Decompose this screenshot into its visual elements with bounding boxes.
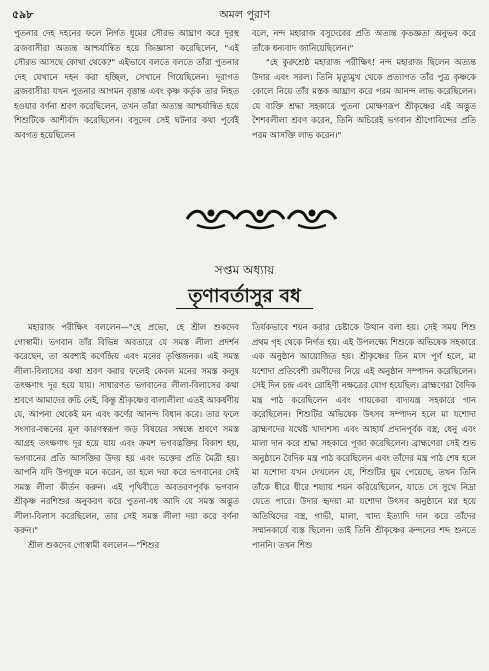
ornament-divider bbox=[0, 205, 489, 235]
paragraph: শ্রীল শুকদেব গোস্বামী বললেন—"শিশুর bbox=[28, 539, 160, 550]
page-header bbox=[0, 0, 489, 24]
paragraph: পুতনার দেহ দহনের ফলে নির্গত ধূমের সৌরভ আঘ্রাণ করে দূরস্থ ব্রজবাসীরা অত্যন্ত আশ্চর্যান্বিত হয়ে জিজ্ঞাসা করেছিলেন, "এই সৌরভ আসছে কোথা থেকে?" এইভাবে বলতে বলতে তাঁরা পুতনার দেহ যেখানে দহন করা হচ্ছিল, সেখানে গিয়েছিলেন। দূরাগত ব্রজবাসীরা যখন পুতনার আগমন বৃত্তান্ত এবং কৃষ্ণ কর্তৃক তার নিহত হওয়ার বর্ণনা শ্রবণ করেছিলেন, তখন তাঁরা অত্যন্ত আশ্চর্যান্বিত হয়ে শিশুটিকে আশীর্বাদ করেছিলেন। বসুদেব সেই ঘটনার কথা পূর্বেই অবগত হয়েছিলেন bbox=[14, 28, 239, 140]
chapter-title: তৃণাবর্তাসুর বধ bbox=[188, 285, 301, 307]
floral-ornament-icon bbox=[232, 205, 288, 231]
running-title: অমল পুরাণ bbox=[219, 8, 270, 21]
bottom-left-column bbox=[14, 320, 239, 665]
floral-ornament-icon bbox=[284, 205, 340, 231]
floral-ornament-icon bbox=[183, 205, 239, 231]
paragraph: বলে, নন্দ মহারাজ বসুদেবের প্রতি অত্যন্ত কৃতজ্ঞতা অনুভব করে তাঁকে ধন্যবাদ জানিয়েছিলেন।" bbox=[252, 28, 476, 53]
title-underline bbox=[176, 308, 313, 309]
paragraph: তির্যকভাবে শয়ন করার চেষ্টাকে উত্থান বলা হয়। সেই সময় শিশু প্রথম গৃহ থেকে নির্গত হয়। এই উপলক্ষ্যে শিশুকে অভিষেক সহকারে এক অনুষ্ঠান আয়োজিত হয়। শ্রীকৃষ্ণের তিন মাস পূর্ণ হলে, মা যশোদা প্রতিবেশী রমণীদের নিয়ে এই অনুষ্ঠান সম্পাদন করেছিলেন। সেই দিন চন্দ্র এবং রোহিণী নক্ষত্রের যোগ হয়েছিল। ব্রাহ্মণেরা বৈদিক মন্ত্র পাঠ করেছিলেন এবং গায়কেরা বাদ্যযন্ত্র সহকারে গান করেছিলেন। শিশুটির অভিষেক উৎসব সম্পাদন হলে মা যশোদা ব্রাহ্মণদের যথেষ্ট খাদ্যশস্য এবং আহার্য প্রদানপূর্বক বস্ত্র, ধেনু এবং মালা দান করে শ্রদ্ধা সহকারে পূজা করেছিলেন। ব্রাহ্মণেরা সেই শুভ অনুষ্ঠানে বৈদিক মন্ত্র পাঠ করেছিলেন এবং তাঁদের মন্ত্র পাঠ শেষ হলে মা যশোদা যখন দেখলেন যে, শিশুটির ঘুম পেয়েছে, তখন তিনি তাঁকে ধীরে ধীরে শয্যায় শয়ন করিয়েছিলেন, যাতে সে সুখে নিদ্রা যেতে পারে। উদার হৃদয়া মা যশোদা উৎসব অনুষ্ঠানে মগ্ন হয়ে অতিথিদের বস্ত্র, গাভী, মালা, খাদ্য ইত্যাদি দান করে তাঁদের সম্মানকার্যে ব্যস্ত ছিলেন। তাই তিনি শ্রীকৃষ্ণের ক্রন্দনের শব্দ শুনতে পাননি। তখন শিশু bbox=[252, 322, 476, 550]
paragraph: "হে কুরুশ্রেষ্ঠ মহারাজ পরীক্ষিৎ! নন্দ মহারাজ ছিলেন অত্যন্ত উদার এবং সরল। তিনি মৃত্যুমুখ থেকে প্রত্যাগত তাঁর পুত্র কৃষ্ণকে কোলে নিয়ে তাঁর মস্তক আঘ্রাণ করে পরম আনন্দ লাভ করেছিলেন। যে ব্যক্তি শ্রদ্ধা সহকারে পুতনা মোক্ষণরূপ শ্রীকৃষ্ণের এই অদ্ভুত শৈশবলীলা শ্রবণ করেন, তিনি অচিরেই ভগবান শ্রীগোবিন্দের প্রতি পরম আসক্তি লাভ করেন।" bbox=[252, 57, 476, 140]
bottom-right-column bbox=[252, 320, 476, 665]
page-number: ৫৯৮ bbox=[12, 8, 34, 21]
top-right-column bbox=[252, 26, 476, 184]
top-left-column bbox=[14, 26, 239, 184]
paragraph: মহারাজ পরীক্ষিৎ বললেন—"হে প্রভো, হে শ্রীল শুকদেব গোস্বামী। ভগবান তাঁর বিভিন্ন অবতারে যে সমস্ত লীলা প্রদর্শন করেছেন, তা অবশ্যই কর্ণেন্দ্রিয় এবং মনের তৃপ্তিজনক। এই সমস্ত লীলা-বিলাসের কথা শ্রবণ করার ফলেই কেবল মনের সমস্ত কলুষ তৎক্ষণাৎ দূর হয়ে যায়। সাধারণত ভগবানের লীলা-বিলাসের কথা শ্রবণে আমাদের রুচি নেই, কিন্তু শ্রীকৃষ্ণের বাল্যলীলা এতই আকর্ষণীয় যে, আপনা থেকেই মন এবং কর্ণের আনন্দ বিধান করে। তার ফলে সংসার-বন্ধনের মূল কারণস্বরূপ জড় বিষয়ের সম্বন্ধে শ্রবণে সমস্ত আগ্রহ তৎক্ষণাৎ দূর হয়ে যায় এবং ক্রমশ ভগবদ্ভক্তির বিকাশ হয়, ভগবানের প্রতি আসক্তির উদয় হয় এবং ভক্তের প্রতি মৈত্রী হয়। আপনি যদি উপযুক্ত মনে করেন, তা হলে দয়া করে ভগবানের সেই সমস্ত লীলা কীর্তন করুন। এই পৃথিবীতে অবতরণপূর্বক ভগবান শ্রীকৃষ্ণ নরশিশুর অনুকরণ করে পুতনা-বধ আদি যে সমস্ত অদ্ভুত লীলা-বিলাস করেছিলেন, তার সেই সমস্ত লীলা দয়া করে বর্ণনা করুন।" bbox=[14, 322, 239, 535]
chapter-number: সপ্তম অধ্যায় bbox=[214, 263, 275, 277]
